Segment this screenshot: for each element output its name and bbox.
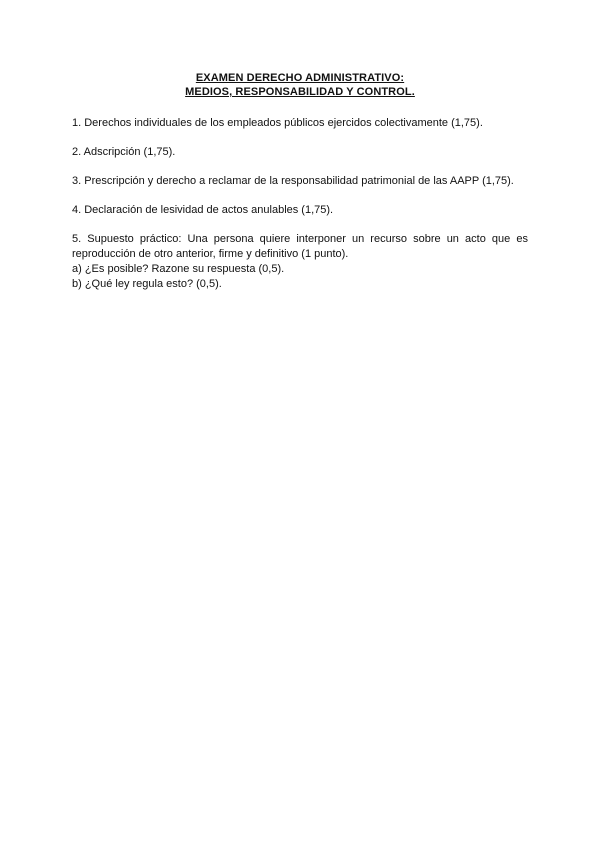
question-3: 3. Prescripción y derecho a reclamar de la responsabilidad patrimonial de las AAPP (1,75).	[72, 175, 514, 187]
question-5-text: 5. Supuesto práctico: Una persona quiere interponer un recurso sobre un acto que es reproducción de otro anterior, firme y definitivo (1 punto).	[72, 233, 528, 260]
title-line-1: EXAMEN DERECHO ADMINISTRATIVO:	[195, 72, 405, 84]
question-list	[72, 116, 528, 292]
question-5-part-b: b) ¿Qué ley regula esto? (0,5).	[72, 278, 222, 290]
question-1: 1. Derechos individuales de los empleados públicos ejercidos colectivamente (1,75).	[72, 117, 483, 129]
title-line-2: MEDIOS, RESPONSABILIDAD Y CONTROL.	[185, 86, 415, 98]
question-4: 4. Declaración de lesividad de actos anulables (1,75).	[72, 204, 334, 216]
question-2: 2. Adscripción (1,75).	[72, 146, 176, 158]
exam-title	[0, 71, 600, 99]
question-5	[72, 232, 528, 292]
question-5-part-a: a) ¿Es posible? Razone su respuesta (0,5).	[72, 263, 285, 275]
